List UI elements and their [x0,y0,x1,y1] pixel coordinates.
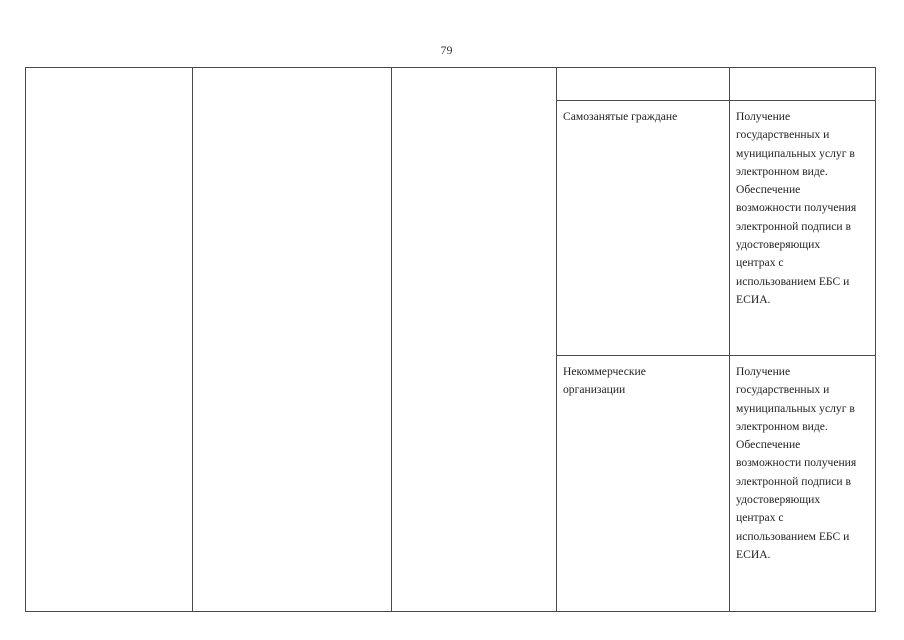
description-line: Обеспечение [736,438,801,452]
description-line: возможности получения [736,456,857,470]
description-line: электронном виде. [736,419,828,433]
description-cell [730,101,876,356]
description-line: электронной подписи в [736,219,851,233]
description-line: Получение [736,365,791,378]
empty-cell [557,68,730,101]
category-line: организации [563,383,626,397]
description-line: государственных и [736,383,830,397]
description-line: электронном виде. [736,164,828,178]
document-table [25,67,876,612]
description-line: муниципальных услуг в [736,401,855,415]
description-line: использованием ЕБС и [736,274,850,288]
empty-cell [730,68,876,101]
category-text [557,356,729,400]
category-text: Самозанятые граждане [563,110,678,123]
description-line: ЕСИА. [736,547,771,561]
description-text [730,101,875,309]
category-line: Некоммерческие [563,365,646,378]
category-cell [557,101,730,356]
description-line: удостоверяющих [736,493,821,507]
description-line: удостоверяющих [736,238,821,252]
description-line: государственных и [736,128,830,142]
description-line: центрах с [736,511,784,525]
description-cell [730,356,876,612]
merged-column-cell-2 [193,68,392,612]
page-number: 79 [440,43,453,57]
description-line: возможности получения [736,201,857,215]
description-line: центрах с [736,256,784,270]
description-line: электронной подписи в [736,474,851,488]
description-text [730,356,875,564]
description-line: ЕСИА. [736,292,771,306]
category-cell [557,356,730,612]
description-line: Обеспечение [736,183,801,197]
description-line: Получение [736,110,791,123]
merged-column-cell-1 [26,68,193,612]
description-line: муниципальных услуг в [736,146,855,160]
description-line: использованием ЕБС и [736,529,850,543]
table-row [26,68,876,101]
merged-column-cell-3 [392,68,557,612]
